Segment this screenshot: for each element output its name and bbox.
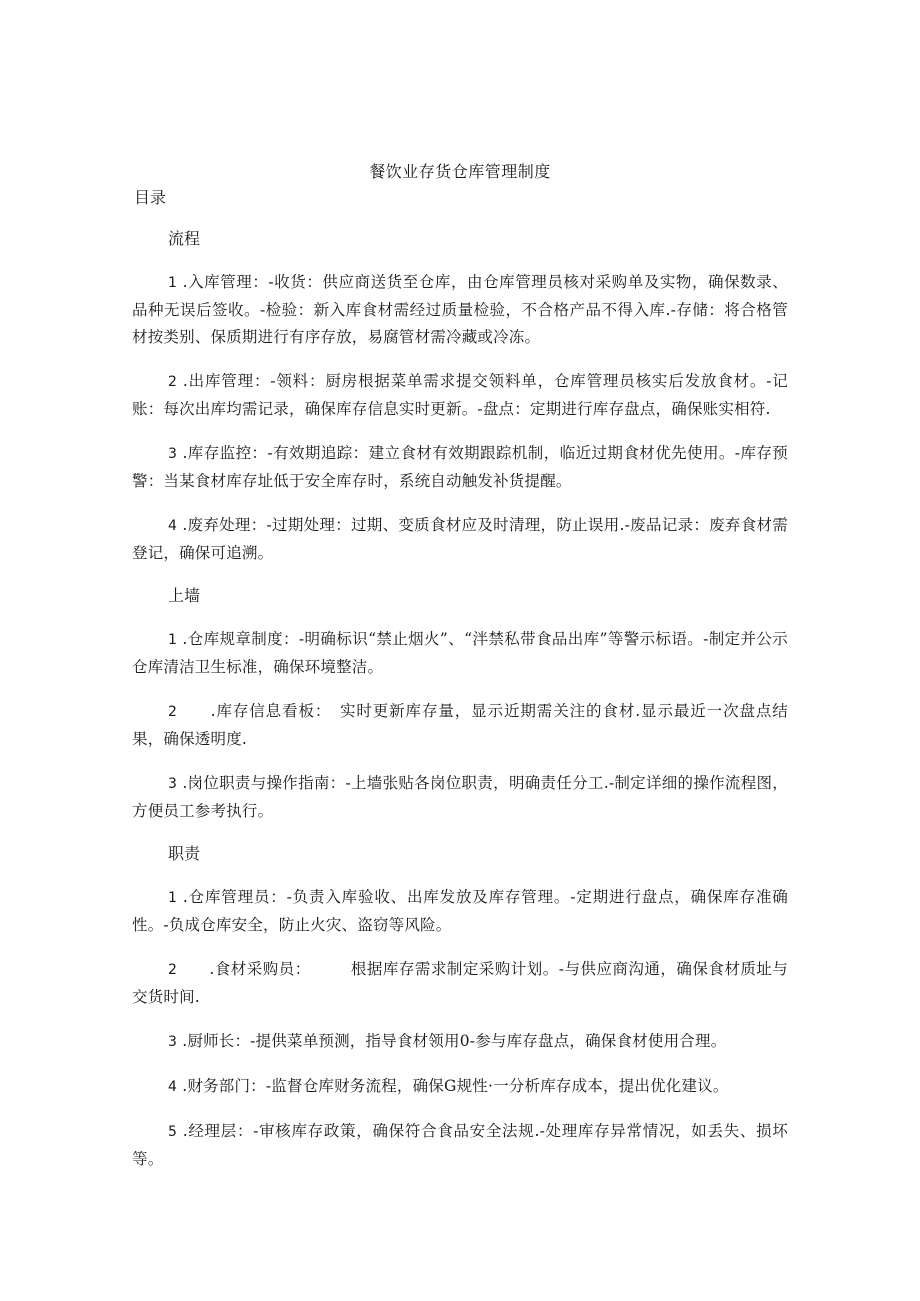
item-number: 4 bbox=[168, 518, 178, 534]
item-text: .库存监控：-有效期追踪：建立食材有效期跟踪机制，临近过期食材优先使用。-库存预警：当某食材库存址低于安全库存时，系统自动触发补货提醒。 bbox=[132, 444, 788, 490]
item-number: 1 bbox=[168, 632, 178, 648]
list-item bbox=[132, 1073, 788, 1101]
document-body bbox=[132, 227, 788, 1190]
item-text: .仓库管理员：-负责入库验收、出库发放及库存管理。-定期进行盘点，确保库存准确性。-负成仓库安全，防止火灾、盗窃等风险。 bbox=[132, 888, 788, 934]
list-item bbox=[132, 368, 788, 423]
item-text: .厨师长：-提供菜单预测，指导食材领用0-参与库存盘点，确保食材使用合理。 bbox=[177, 1032, 727, 1050]
item-text: .废弃处理：-过期处理：过期、变质食材应及时清理，防止误用.-废品记录：废弃食材需登记，确保可追溯。 bbox=[132, 516, 788, 562]
section-heading: 上墙 bbox=[168, 586, 201, 605]
item-text: .出库管理：-领料：厨房根据菜单需求提交领料单，仓库管理员核实后发放食材。-记账：每次出库均需记录，确保库存信息实时更新。-盘点：定期进行库存盘点，确保账实相符. bbox=[132, 372, 788, 418]
document-title: 餐饮业存货仓库管理制度 bbox=[369, 162, 551, 181]
item-number: 3 bbox=[168, 446, 178, 462]
item-text: .财务部门：-监督仓库财务流程，确保G规性·一分析库存成本，提出优化建议。 bbox=[177, 1077, 729, 1095]
item-text: .食材采购员： 根据库存需求制定采购计划。-与供应商沟通，确保食材质址与交货时间. bbox=[132, 960, 788, 1006]
list-item bbox=[132, 440, 788, 495]
item-number: 1 bbox=[168, 275, 178, 291]
item-number: 2 bbox=[168, 374, 178, 390]
item-text: .仓库规章制度：-明确标识“禁止烟火”、“泮禁私带食品出库”等警示标语。-制定并公示仓库清洁卫生标准，确保环境整洁。 bbox=[132, 630, 788, 676]
section-wall-posting bbox=[132, 584, 788, 825]
list-item bbox=[132, 956, 788, 1011]
list-item bbox=[132, 1028, 788, 1056]
list-item bbox=[132, 626, 788, 681]
item-number: 3 bbox=[168, 1034, 178, 1050]
toc-label: 目录 bbox=[134, 188, 167, 207]
item-number: 5 bbox=[168, 1124, 178, 1140]
list-item bbox=[132, 770, 788, 825]
item-number: 2 bbox=[168, 704, 178, 720]
section-process bbox=[132, 227, 788, 567]
list-item bbox=[132, 884, 788, 939]
item-number: 1 bbox=[168, 890, 178, 906]
item-number: 2 bbox=[168, 962, 178, 978]
item-number: 3 bbox=[168, 776, 178, 792]
item-text: .库存信息看板： 实时更新库存量，显示近期需关注的食材.显示最近一次盘点结果，确保透明度. bbox=[132, 702, 788, 748]
item-number: 4 bbox=[168, 1079, 178, 1095]
list-item bbox=[132, 512, 788, 567]
section-heading: 流程 bbox=[168, 229, 201, 248]
section-heading: 职责 bbox=[168, 844, 201, 863]
list-item bbox=[132, 269, 788, 351]
list-item bbox=[132, 1118, 788, 1173]
item-text: .岗位职责与操作指南：-上墙张贴各岗位职责，明确责任分工.-制定详细的操作流程图，方便员工参考执行。 bbox=[132, 774, 788, 820]
item-text: .经理层：-审核库存政策，确保符合食品安全法规.-处理库存异常情况，如丢失、损坏等。 bbox=[132, 1122, 788, 1168]
list-item bbox=[132, 698, 788, 753]
item-text: .入库管理：-收货：供应商送货至仓库，由仓库管理员核对采购单及实物，确保数录、品种无误后签收。-检验：新入库食材需经过质量检验，不合格产品不得入库.-存储：将合格管材按类别、保质期进行有序存放，易腐管材需冷藏或冷冻。 bbox=[132, 273, 788, 346]
section-responsibilities bbox=[132, 842, 788, 1173]
